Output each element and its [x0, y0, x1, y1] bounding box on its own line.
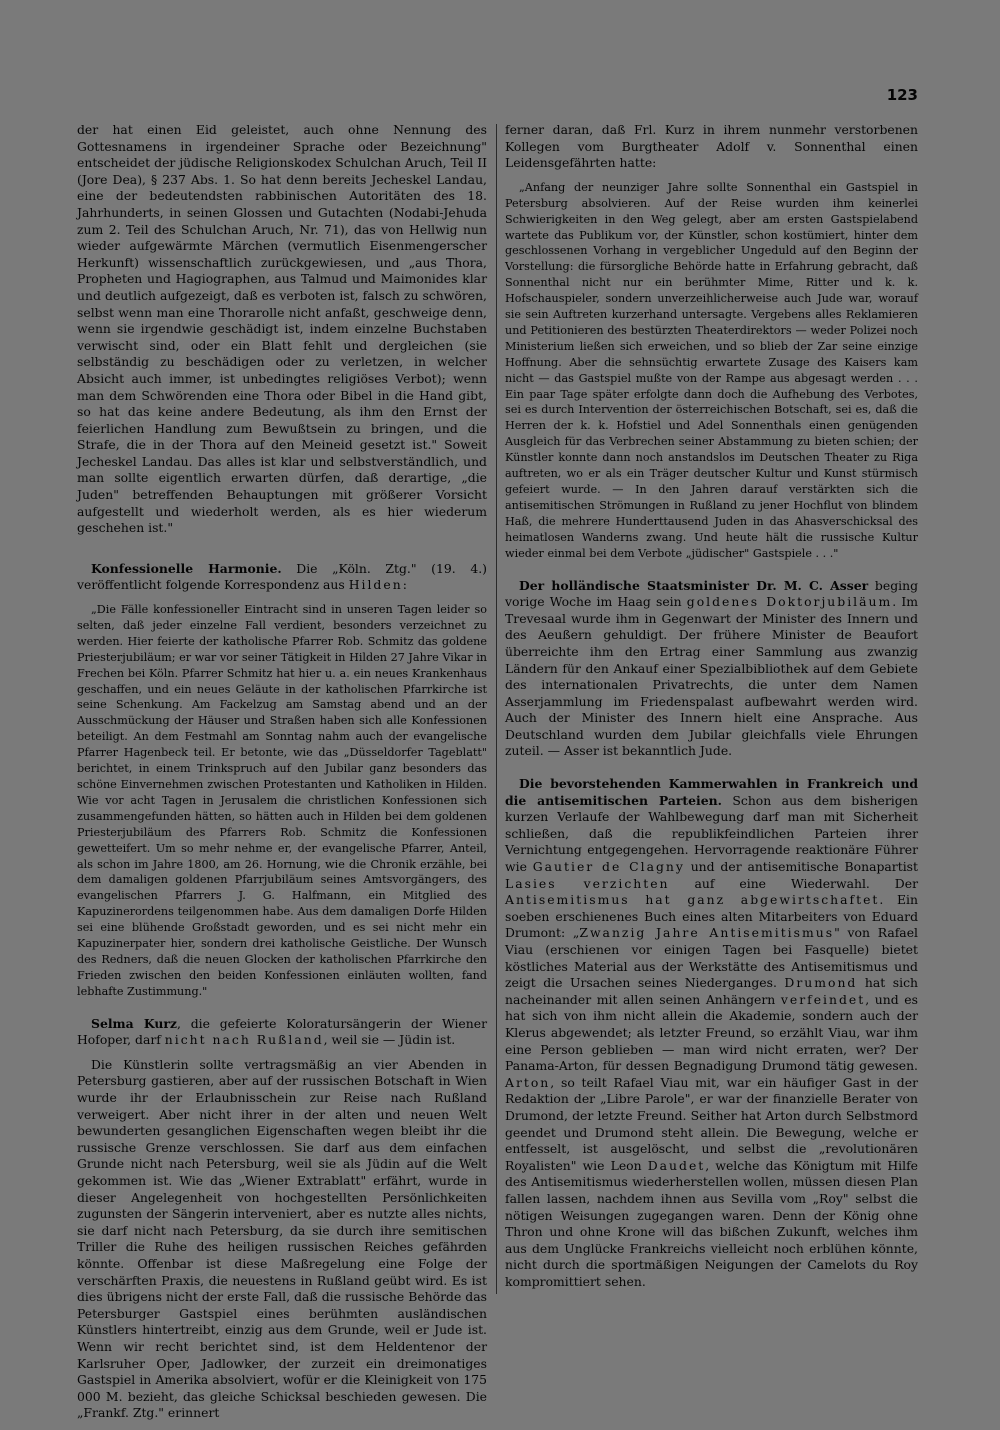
hellwig-article-end: der hat einen Eid geleistet, auch ohne Nennung des Gottesnamens in irgendeiner Sprache oder Bezeichnung" entscheidet der jüdische Religionskodex Schulchan Aruch, Teil II (Jore Dea), § 237 Abs. 1. So hat denn bereits Jecheskel Landau, eine der bedeutendsten rabbinischen Autoritäten des 18. Jahrhunderts, in seinen Glossen und Gutachten (Nodabi-Jehuda zum 2. Teil des Schulchan Aruch, Nr. 71), das von Hellwig nun wieder aufgewärmte Märchen (vermutlich Eisenmengerscher Herkunft) wissenschaftlich zurückgewiesen, und „aus Thora, Propheten und Hagiographen, aus Talmud und Maimonides klar und deutlich aufgezeigt, daß es verboten ist, falsch zu schwören, selbst wenn man eine Thorarolle nicht anfaßt, geschweige denn, wenn sie irgendwie geschädigt ist, indem einzelne Buchstaben verwischt sind, oder ein Blatt fehlt und dergleichen (sie selbständig zu beschädigen oder zu verletzen, in welcher Absicht auch immer, ist unbedingtes religiöses Verbot); wenn man dem Schwörenden eine Thora oder Bibel in die Hand gibt, so hat das keine andere Bedeutung, als ihm den Ernst der feierlichen Handlung zum Bewußtsein zu bringen, und die Strafe, die in der Thora auf den Meineid gesetzt ist." Soweit Jecheskel Landau. Das alles ist klar und selbstverständlich, und man sollte eigentlich erwarten dürfen, daß derartige, „die Juden" betreffenden Behauptungen mit größerer Vorsicht aufgestellt und wiederholt werden, als es hier wiederum geschehen ist." — [77, 122, 487, 536]
place-name: Hilden — [348, 577, 403, 593]
left-column — [77, 122, 487, 1430]
sonnenthal-quote: „Anfang der neunziger Jahre sollte Sonnenthal ein Gastspiel in Petersburg absolvieren. Auf der Reise wurden ihm keinerlei Schwierigkeiten in den Weg gelegt, aber am ersten Gastspielabend wartete das Publikum vor, der Künstler, schon kostümiert, hinter dem geschlossenen Vorhang in vergeblicher Ungeduld auf den Beginn der Vorstellung: die fürsorgliche Behörde hatte in Erfahrung gebracht, daß Sonnenthal nicht nur ein berühmter Mime, Ritter und k. k. Hofschauspieler, sondern unverzeihlicherweise auch Jude war, worauf sie sein Auftreten kurzerhand untersagte. Vergebens alles Reklamieren und Petitionieren des bestürzten Theaterdirektors — weder Polizei noch Ministerium ließen sich erweichen, und so blieb der Zar seine einzige Hoffnung. Aber die sehnsüchtig erwartete Zusage des Kaisers kam nicht — das Gastspiel mußte von der Rampe aus abgesagt werden . . . Ein paar Tage später erfolgte dann doch die Aufhebung des Verbotes, sei es durch Intervention der österreichischen Botschaft, sei es, daß die Herren der k. k. Hofstiel und Adel Sonnenthals einen genügenden Ausgleich für das Verbrechen seiner Abstammung zu bieten schien; der Künstler konnte dann noch anstandslos im Deutschen Theater zu Riga auftreten, wo er als ein Träger deutscher Kultur und Kunst stürmisch gefeiert wurde. — In den Jahren darauf verstärkten sich die antisemitischen Strömungen in Rußland zu jener Hochflut von blindem Haß, die mehrere Hunderttausend Juden in das Ahasverschicksal des heimatlosen Wanderns zwang. Und heute hält die russische Kultur wieder einmal bei dem Verbote „jüdischer" Gastspiele . . ." — [505, 180, 918, 560]
kurz-article-intro: Selma Kurz, die gefeierte Koloratursängerin der Wiener Hofoper, darf nicht nach Rußland, weil sie — Jüdin ist. — [77, 1015, 488, 1048]
page-number: 123 — [886, 86, 918, 104]
column-divider — [496, 124, 497, 1294]
kammerwahlen-article: Die bevorstehenden Kammerwahlen in Frankreich und die antisemitischen Parteien. Schon aus dem bisherigen kurzen Verlaufe der Wahlbewegung darf man mit Sicherheit schließen, daß die republikfeindlichen Parteien ihrer Vernichtung entgegengehen. Hervorragende reaktionäre Führer wie Gautier de Clagny und der antisemitische Bonapartist Lasies verzichten auf eine Wiederwahl. Der Antisemitismus hat ganz abgewirtschaftet. Ein soeben erschienenes Buch eines alten Mitarbeiters von Eduard Drumont: „Zwanzig Jahre Antisemitismus" von Rafael Viau (erschienen vor einigen Tagen bei Fasquelle) bietet köstliches Material aus der Werkstätte des Antisemitismus und zeigt die Ursachen seines Niederganges. Drumond hat sich nacheinander mit allen seinen Anhängern verfeindet, und es hat sich von ihm nicht allein die Akademie, sondern auch der Klerus abgewendet; als letzter Freund, so erzählt Viau, war ihm eine Person geblieben — man wird nicht erraten, wer? Der Panama-Arton, für dessen Begnadigung Drumond tätig gewesen. Arton, so teilt Rafael Viau mit, war ein häufiger Gast in der Redaktion der „Libre Parole", er war der finanzielle Berater von Drumond, der letzte Freund. Seither hat Arton durch Selbstmord geendet und Drumond steht allein. Die Bewegung, welche er entfesselt, ist ausgelöscht, und selbst die „revolutionären Royalisten" wie Leon Daudet, welche das Königtum mit Hilfe des Antisemitismus wiederherstellen wollen, müssen diesen Plan fallen lassen, nachdem ihnen aus Sevilla vom „Roy" selbst die nötigen Weisungen zugegangen waren. Denn der König ohne Thron und ohne Krone will das bißchen Zukunft, welches ihm aus dem Unglücke Frankreichs vielleicht noch erblühen könnte, nicht durch die sportmäßigen Neigungen der Camelots du Roy kompromittiert sehen. — [505, 776, 919, 1289]
asser-article: Der holländische Staatsminister Dr. M. C. Asser beging vorige Woche im Haag sein goldenes Doktorjubiläum. Im Trevesaal wurde ihm in Gegenwart der Minister des Innern und des Aeußern gehuldigt. Der frühere Minister de Beaufort überreichte ihm den Ertrag einer Sammlung aus zwanzig Ländern für den Ankauf einer Spezialbibliothek auf dem Gebiete des internationalen Privatrechts, die unter dem Namen Asserjammlung im Friedenspalast aufbewahrt werden wird. Auch der Minister des Innern hielt eine Ansprache. Aus Deutschland wurden dem Jubilar gleichfalls viele Ehrungen zuteil. — Asser ist bekanntlich Jude. — [505, 577, 919, 759]
kurz-headline: Selma Kurz — [91, 1015, 177, 1031]
harmonie-quote: „Die Fälle konfessioneller Eintracht sind in unseren Tagen leider so selten, daß jeder einzelne Fall verdient, besonders verzeichnet zu werden. Hier feierte der katholische Pfarrer Rob. Schmitz das goldene Priesterjubiläum; er war vor seiner Tätigkeit in Hilden 27 Jahre Vikar in Frechen bei Köln. Pfarrer Schmitz hat hier u. a. ein neues Krankenhaus geschaffen, und ein neues Geläute in der katholischen Pfarrkirche ist seine Schenkung. Am Fackelzug am Samstag abend und an der Ausschmückung der Häuser und Straßen haben sich alle Konfessionen beteiligt. An dem Festmahl am Sonntag nahm auch der evangelische Pfarrer Hagenbeck teil. Er betonte, wie das „Düsseldorfer Tageblatt" berichtet, in einem Trinkspruch auf den Jubilar ganz besonders das schöne Einvernehmen zwischen Protestanten und Katholiken in Hilden. Wie vor acht Tagen in Jerusalem die christlichen Konfessionen sich zusammengefunden hätten, so hätten auch in Hilden bei dem goldenen Priesterjubiläum des Pfarrers Rob. Schmitz die Konfessionen gewetteifert. Um so mehr nehme er, der evangelische Pfarrer, Anteil, als schon im Jahre 1800, am 26. Hornung, wie die Chronik erzähle, bei dem damaligen goldenen Pfarrjubiläum seines Amtsvorgängers, des evangelischen Pfarrers J. G. Halfmann, ein Mitglied des Kapuzinerordens teilgenommen habe. Aus dem damaligen Dorfe Hilden sei eine blühende Großstadt geworden, und es sei nicht mehr ein Kapuzinerpater hier, sondern drei katholische Geistliche. Der Wunsch des Redners, daß die neuen Glocken der katholischen Pfarrkirche den Frieden zwischen den beiden Konfessionen einläuten wollten, fand lebhafte Zustimmung." — [77, 603, 487, 998]
harmonie-article-intro: Konfessionelle Harmonie. Die „Köln. Ztg." (19. 4.) veröffentlicht folgende Korrespondenz aus Hilden: — [77, 560, 487, 593]
harmonie-headline: Konfessionelle Harmonie. — [91, 560, 282, 576]
right-column — [505, 122, 918, 1298]
kurz-article-body: Die Künstlerin sollte vertragsmäßig an vier Abenden in Petersburg gastieren, aber auf der russischen Botschaft in Wien wurde ihr der Erlaubnisschein zur Reise nach Rußland verweigert. Aber nicht ihrer in der alten und neuen Welt bewunderten gesanglichen Eigenschaften wegen bleibt ihr die russische Grenze verschlossen. Sie darf aus dem einfachen Grunde nicht nach Petersburg, weil sie als Jüdin auf die Welt gekommen ist. Wie das „Wiener Extrablatt" erfährt, wurde in dieser Angelegenheit von hochgestellten Persönlichkeiten zugunsten der Sängerin interveniert, aber es nutzte alles nichts, sie darf nicht nach Petersburg, da sie durch ihre semitischen Triller die Ruhe des heiligen russischen Reiches gefährden könnte. Offenbar ist diese Maßregelung eine Folge der verschärften Praxis, die neuestens in Rußland geübt wird. Es ist dies übrigens nicht der erste Fall, daß die russische Behörde das Petersburger Gastspiel eines berühmten ausländischen Künstlers hintertreibt, einzig aus dem Grunde, weil er Jude ist. Wenn wir recht berichtet sind, ist dem Heldentenor der Karlsruher Oper, Jadlowker, der zurzeit ein dreimonatiges Gastspiel in Amerika absolviert, wofür er die Kleinigkeit von 175 000 M. bezieht, das gleiche Schicksal beschieden gewesen. Die „Frankf. Ztg." erinnert — [77, 1056, 487, 1421]
kammerwahlen-headline: Die bevorstehenden Kammerwahlen in Frankreich und die antisemitischen Parteien. — [505, 776, 918, 808]
asser-headline: Der holländische Staatsminister Dr. M. C. Asser — [519, 577, 869, 593]
kurz-article-continuation: ferner daran, daß Frl. Kurz in ihrem nunmehr verstorbenen Kollegen vom Burgtheater Adolf v. Sonnenthal einen Leidensgefährten hatte: — [505, 122, 918, 171]
